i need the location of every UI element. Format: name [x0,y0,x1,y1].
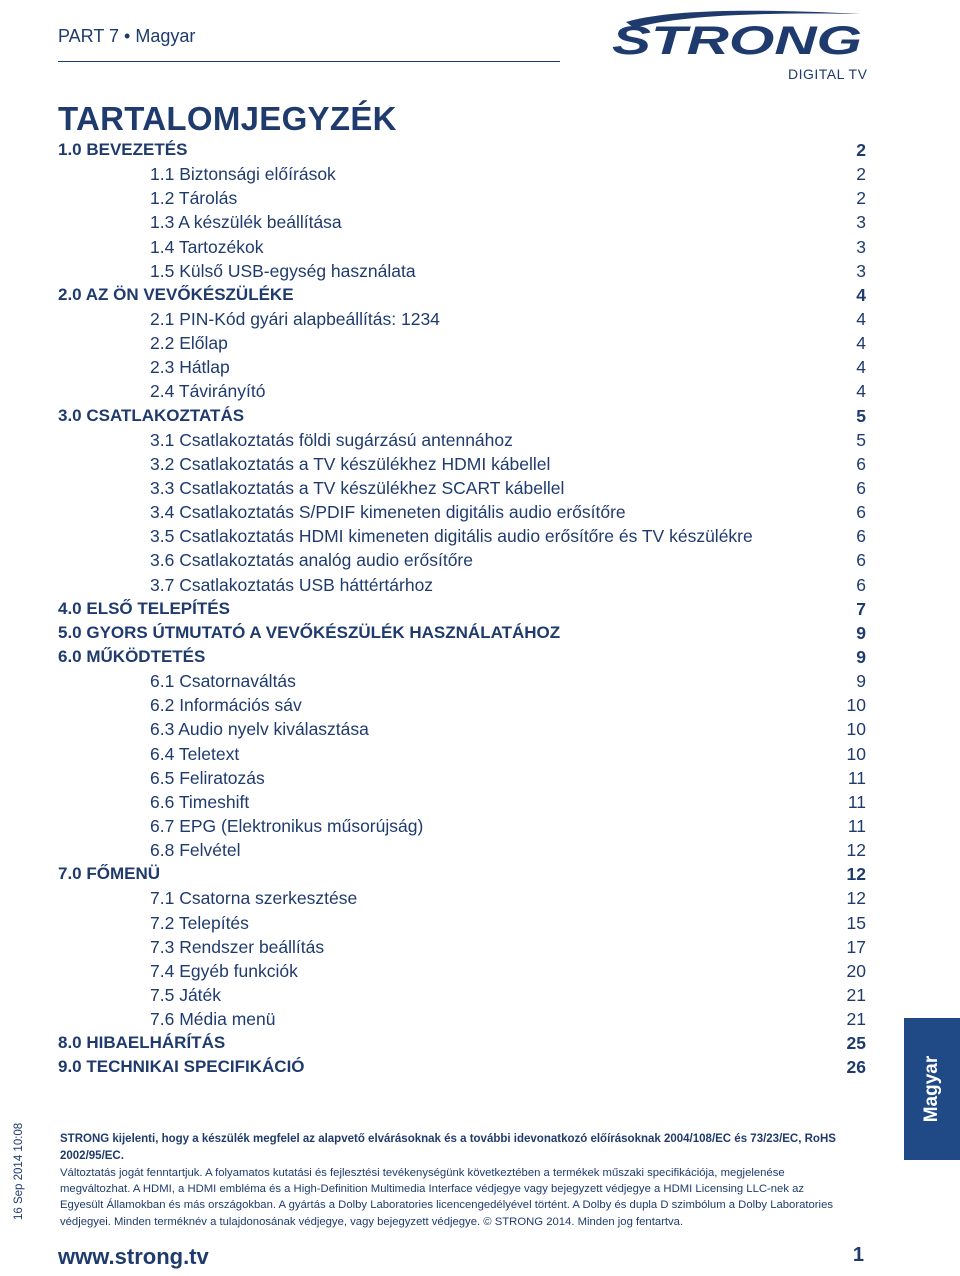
toc-entry-page: 6 [856,477,866,498]
toc-entry-title: 1.0 BEVEZETÉS [58,140,188,159]
toc-entry-page: 11 [847,791,866,812]
toc-entry-title: 5.0 GYORS ÚTMUTATÓ A VEVŐKÉSZÜLÉK HASZNÁLATÁHOZ [58,622,561,642]
toc-section-row [58,283,866,307]
toc-entry-page: 21 [846,984,866,1005]
toc-entry-title: 6.8 Felvétel [150,840,241,861]
header-part-label: PART 7 • Magyar [58,26,196,46]
toc-subsection-row [58,573,866,597]
toc-subsection-row [58,983,866,1007]
toc-entry-title: 4.0 ELSŐ TELEPÍTÉS [58,598,230,618]
toc-subsection-row [58,838,866,862]
date-stamp: 16 Sep 2014 10:08 [13,1122,25,1220]
footer-declaration: STRONG kijelenti, hogy a készülék megfelel az alapvető elvárásoknak és a további idevonatkozó előírásoknak 2004/108/EC és 73/23/EC, RoHS 2002/95/EC. [60,1133,836,1162]
toc-entry-page: 4 [856,284,866,305]
toc-entry-title: 7.6 Média menü [150,1009,276,1030]
toc-entry-title: 2.1 PIN-Kód gyári alapbeállítás: 1234 [150,308,440,329]
toc-entry-title: 7.3 Rendszer beállítás [150,936,325,957]
toc-section-row [58,138,866,162]
toc-subsection-row [58,476,866,500]
logo-wordmark: STRONG [612,19,862,62]
toc-entry-page: 2 [856,188,866,209]
toc-section-row [58,645,866,669]
toc-entry-title: 3.5 Csatlakoztatás HDMI kimeneten digitális audio erősítőre és TV készülékre [150,526,753,547]
toc-entry-page: 5 [856,405,866,426]
toc-entry-page: 12 [846,888,866,909]
toc-subsection-row [58,355,866,379]
toc-entry-title: 1.4 Tartozékok [150,236,264,257]
toc-entry-title: 1.3 A készülék beállítása [150,212,342,233]
toc-entry-title: 1.2 Tárolás [150,188,238,209]
toc-entry-page: 6 [856,453,866,474]
toc-entry-title: 3.3 Csatlakoztatás a TV készülékhez SCART kábellel [150,477,565,498]
toc-subsection-row [58,1007,866,1031]
toc-entry-title: 1.1 Biztonsági előírások [150,164,336,185]
toc-entry-page: 6 [856,574,866,595]
toc-entry-page: 21 [846,1009,866,1030]
toc-entry-title: 6.3 Audio nyelv kiválasztása [150,719,369,740]
toc-entry-title: 2.2 Előlap [150,333,228,354]
toc-entry-page: 4 [856,357,866,378]
page-title: TARTALOMJEGYZÉK [58,100,397,137]
toc-entry-title: 6.6 Timeshift [150,791,250,812]
toc-section-row [58,404,866,428]
toc-entry-page: 9 [856,622,866,643]
language-side-tab-label: Magyar [921,1055,942,1123]
toc-entry-page: 6 [856,502,866,523]
toc-entry-page: 10 [846,695,866,716]
toc-entry-page: 20 [846,960,866,981]
toc-subsection-row [58,379,866,403]
toc-entry-title: 8.0 HIBAELHÁRÍTÁS [58,1033,226,1053]
toc-entry-title: 7.0 FŐMENÜ [58,864,161,884]
logo-subtitle: DIGITAL TV [788,66,868,82]
toc-entry-page: 12 [846,864,866,885]
toc-entry-title: 2.0 AZ ÖN VEVŐKÉSZÜLÉKE [58,284,294,304]
toc-entry-title: 7.5 Játék [150,984,222,1005]
toc-entry-title: 3.7 Csatlakoztatás USB háttértárhoz [150,574,434,595]
toc-entry-page: 25 [846,1033,866,1054]
toc-entry-title: 3.1 Csatlakoztatás földi sugárzású antennához [150,429,513,450]
toc-entry-page: 2 [856,140,866,160]
toc-subsection-row [58,452,866,476]
toc-subsection-row [58,186,866,210]
toc-entry-page: 15 [846,912,866,933]
toc-entry-page: 3 [856,260,866,281]
toc-section-row [58,1031,866,1055]
table-of-contents [58,138,866,1079]
toc-entry-page: 26 [846,1057,866,1078]
toc-subsection-row [58,210,866,234]
page-number: 1 [852,1244,864,1266]
toc-entry-title: 6.0 MŰKÖDTETÉS [58,646,206,666]
toc-subsection-row [58,959,866,983]
toc-entry-page: 9 [856,671,866,692]
toc-entry-page: 4 [856,381,866,402]
toc-subsection-row [58,669,866,693]
toc-entry-title: 1.5 Külső USB-egység használata [150,260,416,281]
toc-section-row [58,597,866,621]
strong-logo [606,8,868,62]
toc-subsection-row [58,500,866,524]
toc-subsection-row [58,331,866,355]
toc-entry-title: 6.5 Feliratozás [150,767,265,788]
header-divider [58,61,560,62]
toc-entry-page: 4 [856,308,866,329]
footer-url: www.strong.tv [58,1244,209,1269]
toc-section-row [58,1055,866,1079]
toc-subsection-row [58,717,866,741]
toc-subsection-row [58,428,866,452]
toc-entry-page: 6 [856,526,866,547]
toc-entry-page: 10 [846,719,866,740]
toc-entry-page: 4 [856,333,866,354]
toc-entry-title: 6.1 Csatornaváltás [150,671,296,692]
toc-subsection-row [58,935,866,959]
toc-entry-page: 3 [856,212,866,233]
toc-entry-page: 12 [846,840,866,861]
toc-subsection-row [58,524,866,548]
toc-entry-title: 6.7 EPG (Elektronikus műsorújság) [150,815,424,836]
language-side-tab [904,1018,960,1160]
toc-subsection-row [58,548,866,572]
toc-entry-title: 3.6 Csatlakoztatás analóg audio erősítőre [150,550,473,571]
toc-entry-title: 6.2 Információs sáv [150,695,302,716]
toc-entry-title: 7.4 Egyéb funkciók [150,960,298,981]
toc-subsection-row [58,911,866,935]
toc-entry-page: 11 [847,767,866,788]
toc-subsection-row [58,790,866,814]
toc-entry-title: 6.4 Teletext [150,743,240,764]
toc-section-row [58,862,866,886]
toc-entry-title: 3.2 Csatlakoztatás a TV készülékhez HDMI kábellel [150,453,551,474]
toc-section-row [58,621,866,645]
toc-subsection-row [58,259,866,283]
toc-entry-title: 7.2 Telepítés [150,912,249,933]
toc-entry-page: 11 [847,815,866,836]
footer-legal-text: Változtatás jogát fenntartjuk. A folyamatos kutatási és fejlesztési tevékenységünk következtében a termékek műszaki specifikációja, megjelenése megváltozhat. A HDMI, a HDMI embléma és a High-Definition Multimedia Interface védjegye vagy bejegyzett védjegye a HDMI Licensing LLC-nek az Egyesült Államokban és más országokban. A gyártás a Dolby Laboratories licencengedélyével történt. A Dolby és dupla D szimbólum a Dolby Laboratories védjegyei. Minden terméknév a tulajdonosának védjegye, vagy bejegyzett védjegye. © STRONG 2014. Minden jog fentartva. [60,1167,834,1228]
toc-entry-page: 6 [856,550,866,571]
toc-entry-page: 10 [846,743,866,764]
toc-subsection-row [58,307,866,331]
toc-entry-title: 9.0 TECHNIKAI SPECIFIKÁCIÓ [58,1057,305,1077]
toc-subsection-row [58,162,866,186]
toc-subsection-row [58,766,866,790]
toc-entry-title: 2.3 Hátlap [150,357,230,378]
toc-subsection-row [58,693,866,717]
toc-subsection-row [58,235,866,259]
toc-entry-page: 7 [856,598,866,619]
toc-entry-title: 2.4 Távirányító [150,381,266,402]
toc-entry-page: 3 [856,236,866,257]
toc-entry-page: 17 [846,936,866,957]
toc-entry-page: 2 [856,164,866,185]
toc-entry-title: 7.1 Csatorna szerkesztése [150,888,358,909]
toc-entry-page: 5 [856,429,866,450]
toc-entry-title: 3.0 CSATLAKOZTATÁS [58,405,245,425]
toc-entry-title: 3.4 Csatlakoztatás S/PDIF kimeneten digitális audio erősítőre [150,502,626,523]
toc-entry-page: 9 [856,646,866,667]
toc-subsection-row [58,886,866,910]
toc-subsection-row [58,814,866,838]
toc-subsection-row [58,742,866,766]
